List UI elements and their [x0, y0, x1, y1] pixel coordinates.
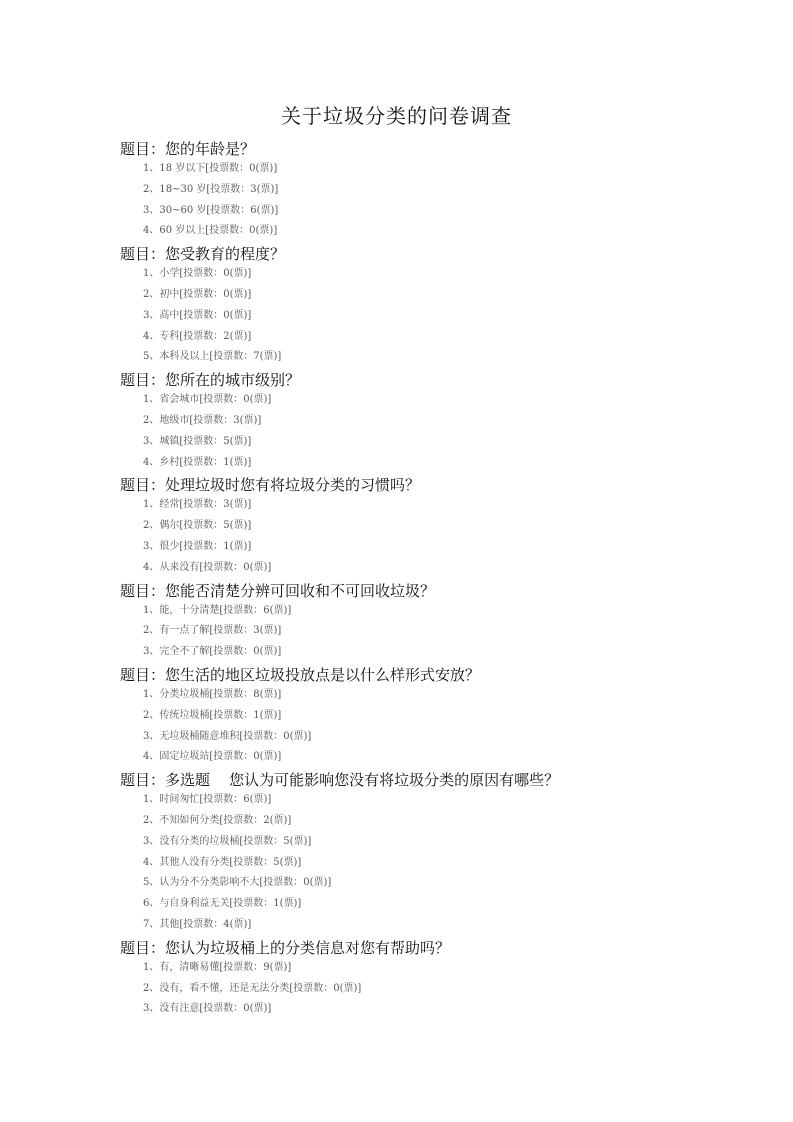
option-item: 3、高中[投票数：0(票)] [143, 309, 252, 321]
option-item: 1、小学[投票数：0(票)] [143, 268, 252, 280]
question-block [0, 139, 793, 242]
option-item: 1、能，十分清楚[投票数：6(票)] [143, 604, 292, 616]
question-heading: 题目：处理垃圾时您有将垃圾分类的习惯吗？ [120, 476, 421, 495]
option-item: 2、18~30 岁[投票数：3(票)] [143, 183, 279, 195]
option-item: 1、18 岁以下[投票数：0(票)] [143, 163, 278, 174]
option-item: 3、30~60 岁[投票数：6(票)] [143, 204, 279, 216]
option-item: 4、乡村[投票数：1(票)] [143, 456, 252, 468]
question-block [0, 770, 793, 936]
option-item: 3、没有注意[投票数：0(票)] [143, 1003, 272, 1015]
option-item: 2、没有，看不懂，还是无法分类[投票数：0(票)] [143, 982, 362, 994]
option-list [0, 264, 793, 368]
option-item: 4、专科[投票数：2(票)] [143, 330, 252, 342]
question-heading: 题目：您的年龄是？ [120, 140, 256, 158]
option-list [0, 601, 793, 663]
document-title: 关于垃圾分类的问卷调查 [281, 104, 512, 128]
option-item: 7、其他[投票数：4(票)] [143, 918, 252, 930]
option-list [0, 958, 793, 1020]
option-item: 1、有，清晰易懂[投票数：9(票)] [143, 961, 292, 973]
option-item: 1、经常[投票数：3(票)] [143, 499, 252, 511]
option-item: 2、传统垃圾桶[投票数：1(票)] [143, 709, 282, 721]
question-block [0, 475, 793, 578]
option-item: 1、时间匆忙[投票数：6(票)] [143, 794, 272, 806]
question-heading: 题目：多选题 您认为可能影响您没有将垃圾分类的原因有哪些？ [120, 771, 560, 790]
option-item: 3、很少[投票数：1(票)] [143, 540, 252, 552]
option-item: 4、60 岁以上[投票数：0(票)] [143, 225, 278, 237]
question-block [0, 938, 793, 1020]
option-item: 2、偶尔[投票数：5(票)] [143, 520, 252, 532]
option-item: 3、完全不了解[投票数：0(票)] [143, 646, 282, 658]
option-item: 2、有一点了解[投票数：3(票)] [143, 625, 282, 637]
question-heading: 题目：您认为垃圾桶上的分类信息对您有帮助吗？ [120, 938, 451, 957]
option-list [0, 790, 793, 936]
question-heading: 题目：您受教育的程度？ [120, 245, 286, 264]
option-item: 1、分类垃圾桶[投票数：8(票)] [143, 688, 282, 700]
option-item: 3、城镇[投票数：5(票)] [143, 435, 252, 447]
option-item: 1、省会城市[投票数：0(票)] [143, 394, 272, 406]
option-list [0, 390, 793, 473]
option-item: 5、本科及以上[投票数：7(票)] [143, 351, 282, 363]
option-item: 4、从来没有[投票数：0(票)] [143, 561, 272, 573]
option-item: 2、不知如何分类[投票数：2(票)] [143, 814, 292, 826]
option-list [0, 495, 793, 578]
question-heading: 题目：您生活的地区垃圾投放点是以什么样形式安放？ [120, 665, 481, 684]
option-item: 4、固定垃圾站[投票数：0(票)] [143, 751, 282, 763]
question-heading: 题目：您所在的城市级别？ [120, 371, 301, 390]
question-block [0, 581, 793, 663]
option-item: 2、初中[投票数：0(票)] [143, 288, 252, 300]
question-block [0, 665, 793, 768]
question-heading: 题目：您能否清楚分辨可回收和不可回收垃圾？ [120, 581, 436, 600]
option-list [0, 685, 793, 768]
question-list [0, 137, 793, 1020]
option-item: 5、认为分不分类影响不大[投票数：0(票)] [143, 877, 332, 889]
option-item: 2、地级市[投票数：3(票)] [143, 414, 262, 426]
option-list [0, 159, 793, 242]
question-block [0, 370, 793, 473]
option-item: 3、无垃圾桶随意堆积[投票数：0(票)] [143, 730, 312, 742]
question-block [0, 244, 793, 368]
option-item: 6、与自身利益无关[投票数：1(票)] [143, 898, 302, 910]
option-item: 3、没有分类的垃圾桶[投票数：5(票)] [143, 835, 312, 847]
option-item: 4、其他人没有分类[投票数：5(票)] [143, 856, 302, 868]
